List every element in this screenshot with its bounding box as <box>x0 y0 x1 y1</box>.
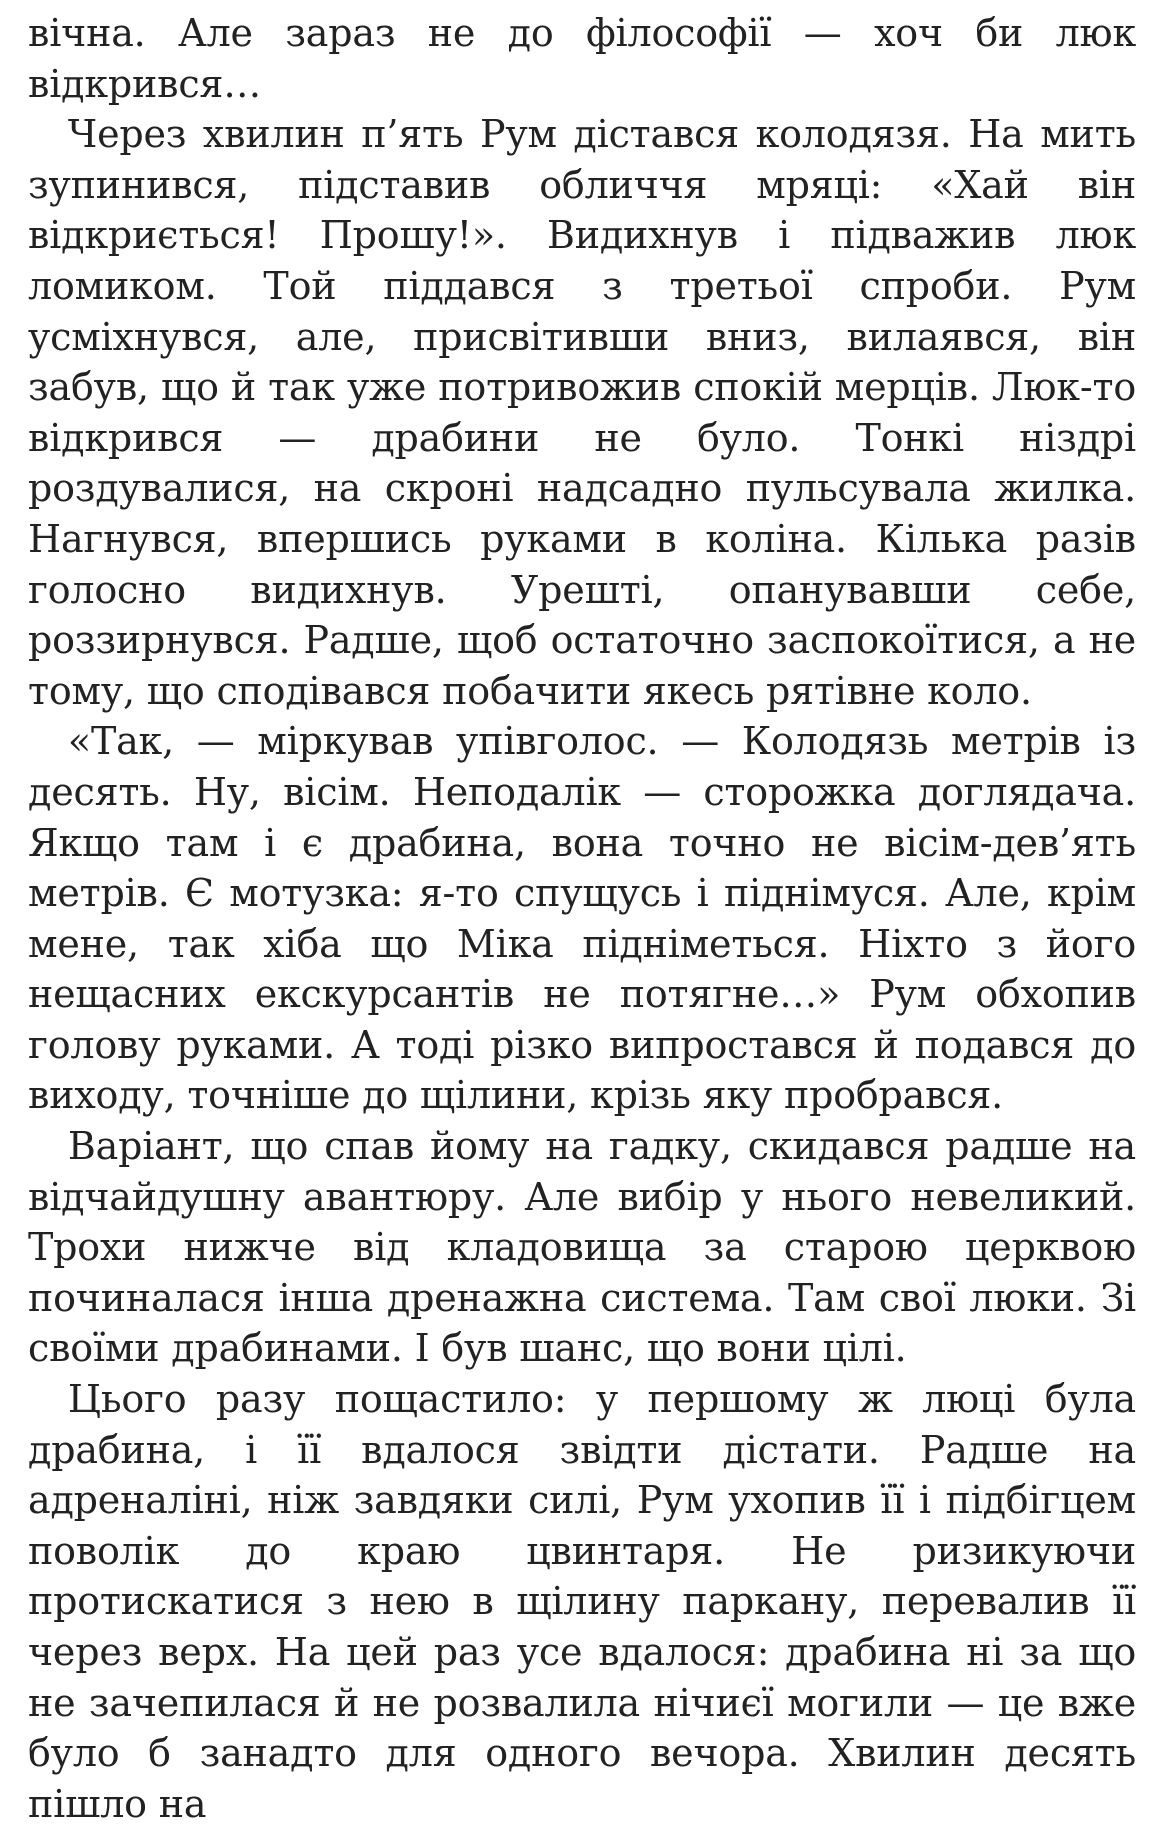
paragraph-well-hatch: Через хвилин п’ять Рум дістався колодязя. На мить зупинився, підставив обличчя мряці: «Хай він відкриється! Прошу!». Видихнув і підважив люк ломиком. Той піддався з третьої спроби. Рум усміхнувся, але, присвітивши вниз, вилаявся, він забув, що й так уже потривожив спокій мерців. Люк-то відкрився — драбини не було. Тонкі ніздрі роздувалися, на скроні надсадно пульсувала жилка. Нагнувся, впершись руками в коліна. Кілька разів голосно видихнув. Урешті, опанувавши себе, роззирнувся. Радше, щоб остаточно заспокоїтися, а не тому, що сподівався побачити якесь рятівне коло. <box>28 112 1136 713</box>
paragraph-risky-option: Варіант, що спав йому на гадку, скидався радше на відчайдушну авантюру. Але вибір у нього невеликий. Трохи нижче від кладовища за старою церквою починалася інша дренажна система. Там свої люки. Зі своїми драбинами. І був шанс, що вони цілі. <box>28 1124 1136 1371</box>
paragraph-ladder-found: Цього разу пощастило: у першому ж люці була драбина, і її вдалося звідти дістати. Радше на адреналіні, ніж завдяки силі, Рум ухопив її і підбігцем поволік до краю цвинтаря. Не ризикуючи протискатися з нею в щілину паркану, перевалив її через верх. На цей раз усе вдалося: драбина ні за що не зачепилася й не розвалила нічиєї могили — це вже було б занадто для одного вечора. Хвилин десять пішло на <box>28 1377 1136 1826</box>
paragraph-continuation: вічна. Але зараз не до філософії — хоч би люк відкрився… <box>28 11 1136 106</box>
book-page <box>28 8 1136 1829</box>
paragraph-inner-monologue: «Так, — міркував упівголос. — Колодязь метрів із десять. Ну, вісім. Неподалік — сторожка доглядача. Якщо там і є драбина, вона точно не вісім-дев’ять метрів. Є мотузка: я-то спущусь і піднімуся. Але, крім мене, так хіба що Міка підніметься. Ніхто з його нещасних екскурсантів не потягне…» Рум обхопив голову руками. А тоді різко випростався й подався до виходу, точніше до щілини, крізь яку пробрався. <box>28 719 1136 1118</box>
